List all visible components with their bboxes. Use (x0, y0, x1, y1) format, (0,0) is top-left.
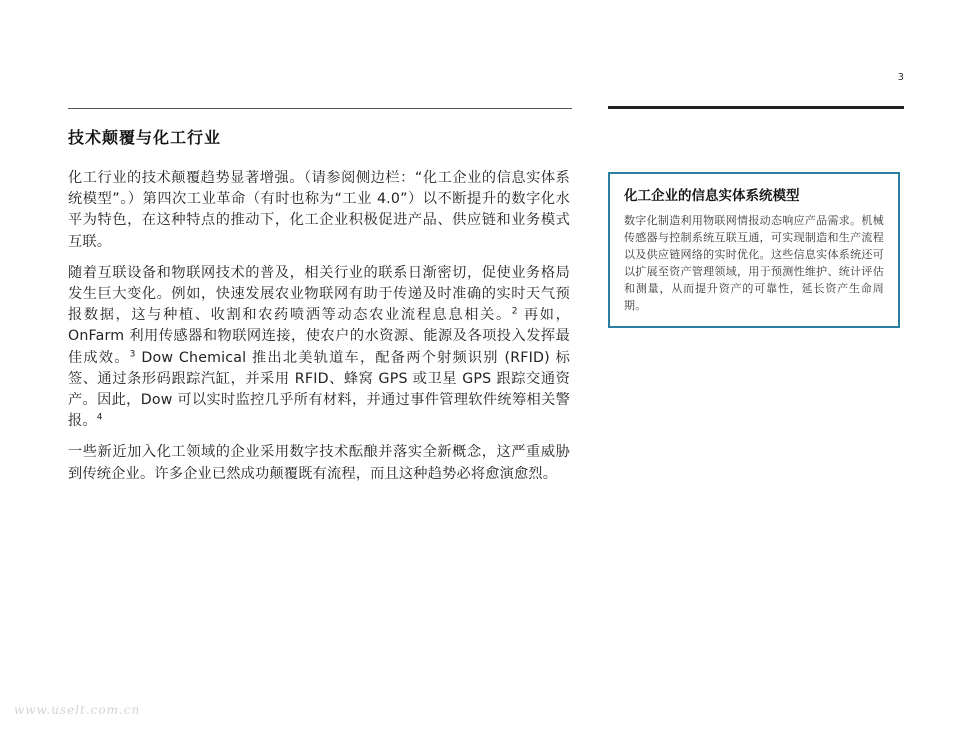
paragraph-3: 一些新近加入化工领域的企业采用数字技术酝酿并落实全新概念，这严重威胁到传统企业。许多企业已然成功颠覆既有流程，而且这种趋势必将愈演愈烈。 (68, 444, 570, 482)
footnote-ref-2: 2 (511, 306, 518, 317)
paragraph-2 (68, 263, 570, 433)
paragraph-2-text-a: 随着互联设备和物联网技术的普及，相关行业的联系日渐密切，促使业务格局发生巨大变化。例如，快速发展农业物联网有助于传递及时准确的实时天气预报数据，这与种植、收割和农药喷洒等动态农业流程息息相关。 (68, 264, 570, 324)
sidebar-top-rule (608, 106, 904, 109)
paragraph-2-text-c: Dow Chemical 推出北美轨道车，配备两个射频识别 (RFID) 标签、通过条形码跟踪汽缸，并采用 RFID、蜂窝 GPS 或卫星 GPS 跟踪交通资产。因此，Dow 可以实时监控几乎所有材料，并通过事件管理软件统筹相关警报。 (68, 349, 570, 430)
sidebar-title: 化工企业的信息实体系统模型 (624, 188, 800, 204)
page-number: 3 (897, 72, 904, 83)
footnote-ref-4: 4 (96, 412, 103, 423)
section-title: 技术颠覆与化工行业 (68, 128, 222, 147)
paragraph-2-text-b: 再如，OnFarm 利用传感器和物联网连接，使农户的水资源、能源及各项投入发挥最佳成效。 (68, 307, 570, 366)
main-body (68, 168, 570, 495)
section-divider (68, 108, 572, 109)
footnote-ref-3: 3 (129, 348, 136, 359)
sidebar-box (608, 172, 900, 328)
paragraph-1: 化工行业的技术颠覆趋势显著增强。（请参阅侧边栏：“化工企业的信息实体系统模型”。）第四次工业革命（有时也称为“工业 4.0”）以不断提升的数字化水平为特色，在这种特点的推动下，化工企业积极促进产品、供应链和业务模式互联。 (68, 170, 570, 250)
watermark: www.uselt.com.cn (14, 703, 141, 717)
sidebar-text: 数字化制造利用物联网情报动态响应产品需求。机械传感器与控制系统互联互通，可实现制造和生产流程以及供应链网络的实时优化。这些信息实体系统还可以扩展至资产管理领域，用于预测性维护、统计评估和测量，从而提升资产的可靠性，延长资产生命周期。 (624, 214, 884, 312)
